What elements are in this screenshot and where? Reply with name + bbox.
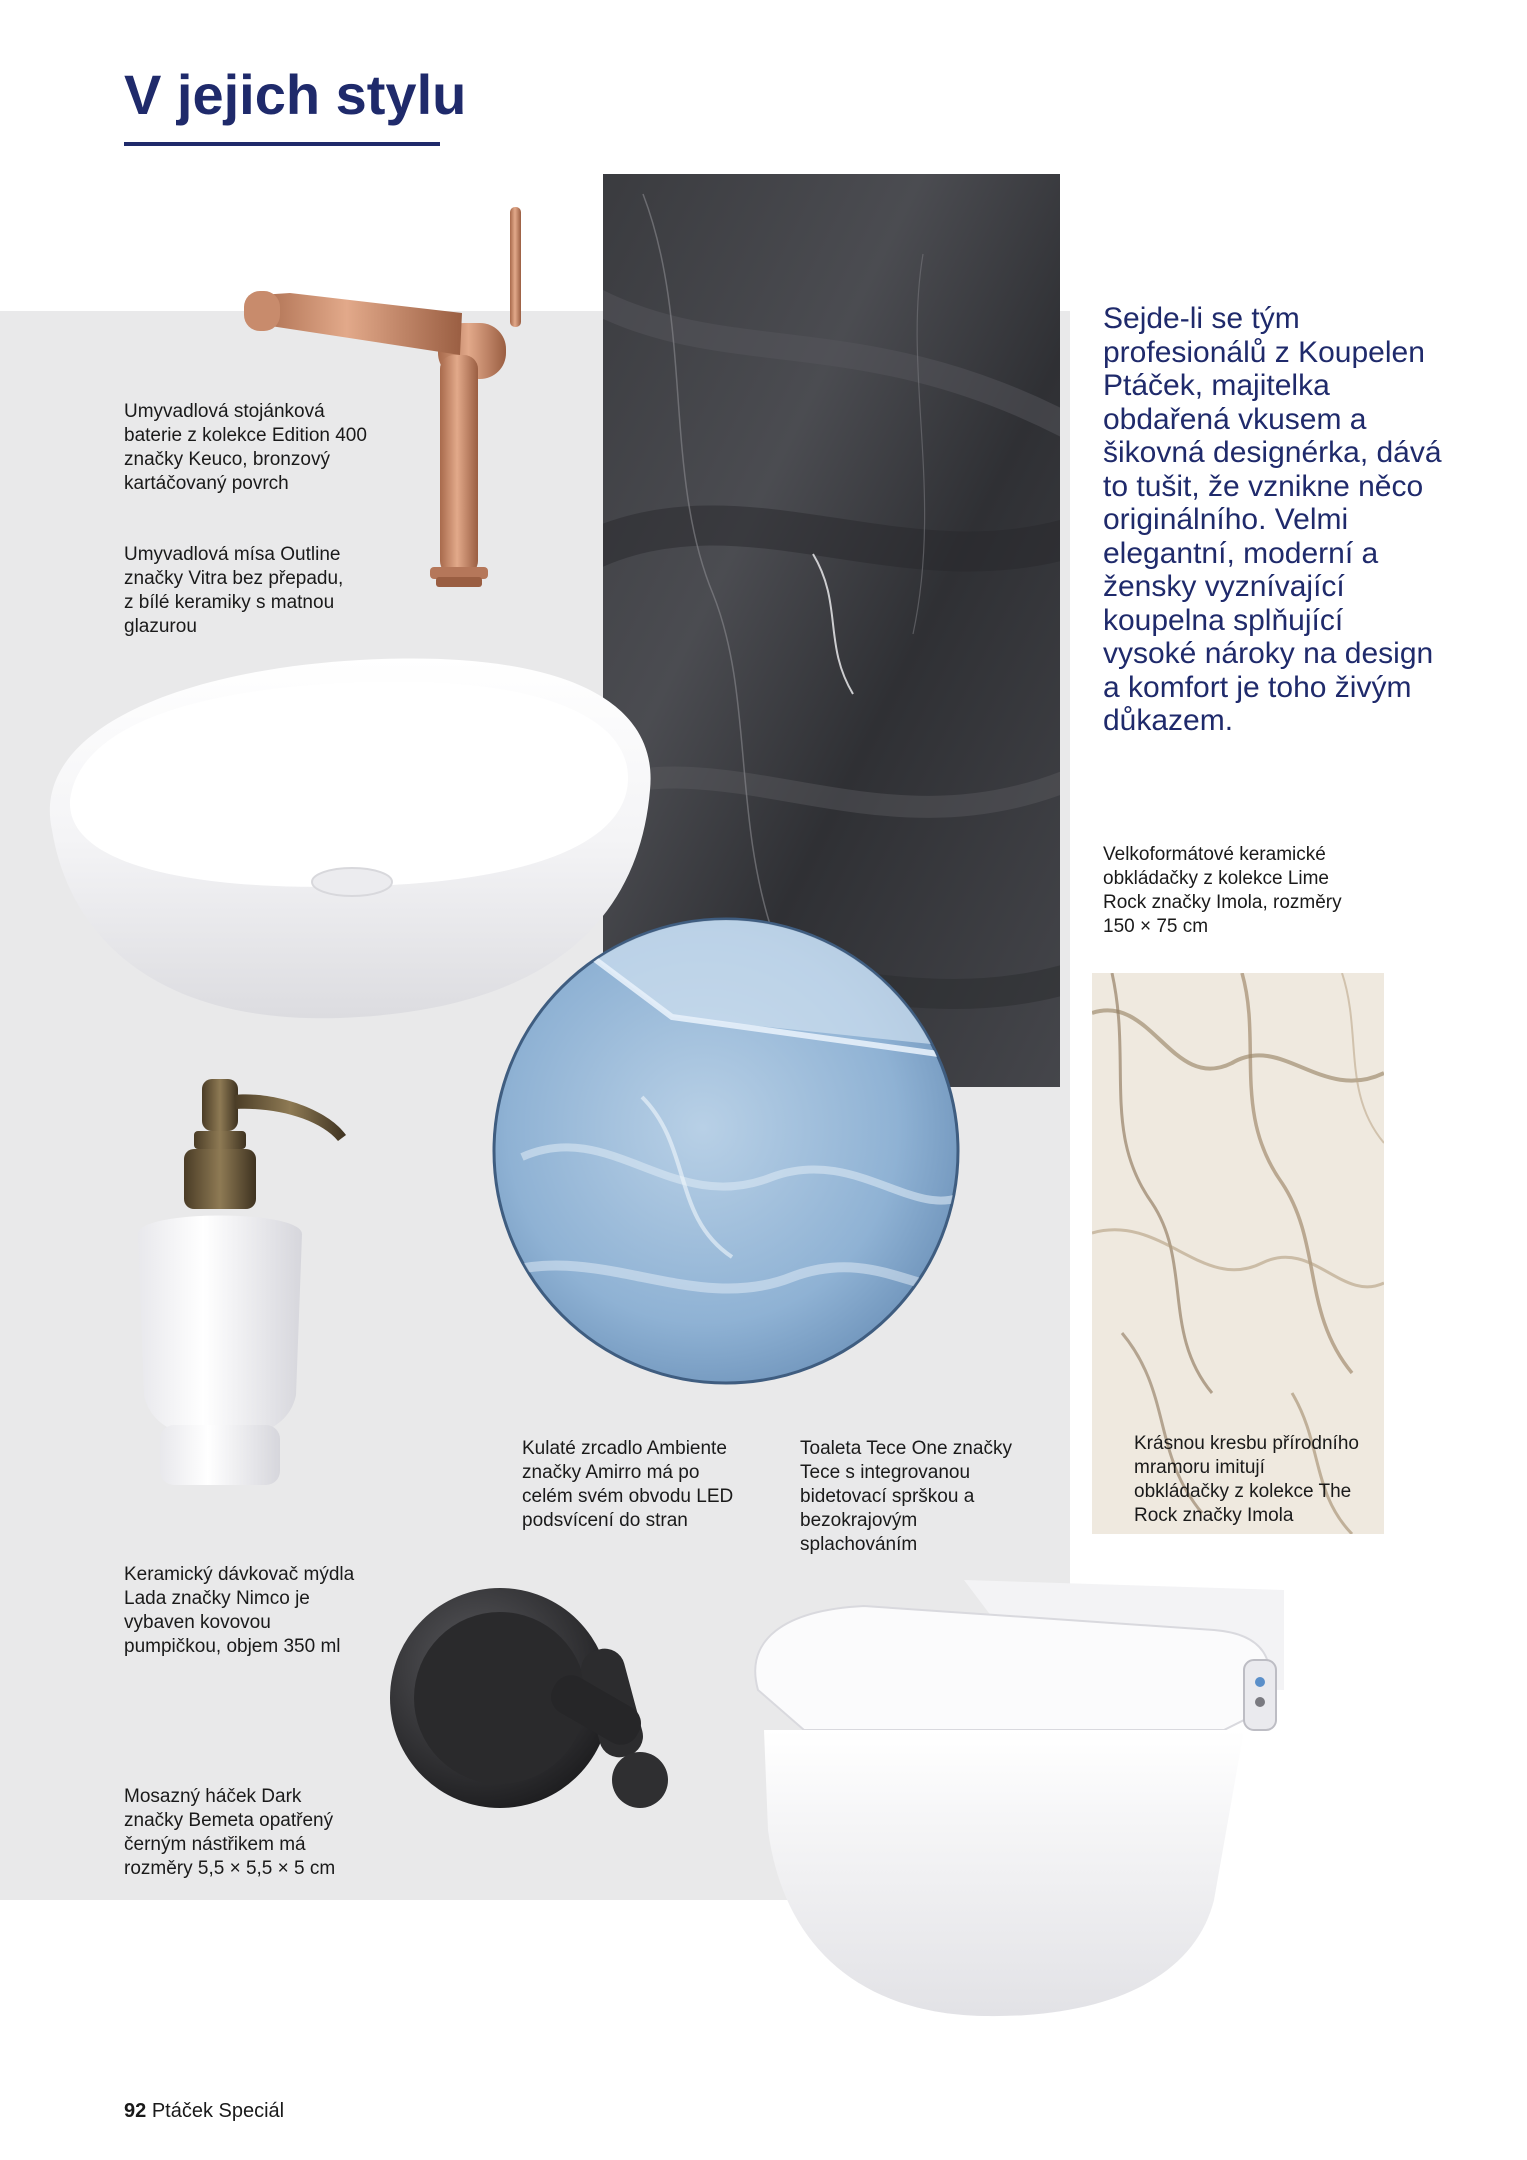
pull-quote: Sejde-li se tým profesionálů z Koupelen Ptáček, majitelka obdařená vkusem a šikovná designérka, dává to tušit, že vznikne něco originálního. Velmi elegantní, moderní a žensky vyznívající koupelna splňující vysoké nároky na design a komfort je toho živým důkazem.	[1103, 302, 1442, 737]
publication-name: Ptáček Speciál	[151, 2100, 285, 2122]
soap-dispenser-image	[130, 1075, 360, 1515]
mirror-caption: Kulaté zrcadlo Ambiente značky Amirro má po celém svém obvodu LED podsvícení do stran	[522, 1438, 734, 1531]
wall-hung-toilet-image	[744, 1570, 1290, 2020]
page-number: 92	[124, 2100, 147, 2122]
black-wall-hook-image	[380, 1580, 680, 1810]
toilet-caption: Toaleta Tece One značky Tece s integrovanou bidetovací sprškou a bezokrajovým splachováním	[800, 1438, 1012, 1555]
marble-tiles-caption: Krásnou kresbu přírodního mramoru imitují obkládačky z kolekce The Rock značky Imola	[1134, 1433, 1359, 1526]
page-title: V jejich stylu	[124, 63, 467, 126]
white-vessel-basin-image	[40, 650, 655, 1030]
page-footer	[124, 2100, 284, 2123]
dispenser-caption: Keramický dávkovač mýdla Lada značky Nimco je vybaven kovovou pumpičkou, objem 350 ml	[124, 1564, 355, 1657]
faucet-caption: Umyvadlová stojánková baterie z kolekce Edition 400 značky Keuco, bronzový kartáčovaný povrch	[124, 401, 367, 494]
basin-caption: Umyvadlová mísa Outline značky Vitra bez přepadu, z bílé keramiky s matnou glazurou	[124, 544, 344, 637]
dark-tiles-caption: Velkoformátové keramické obkládačky z kolekce Lime Rock značky Imola, rozměry 150 × 75 cm	[1103, 844, 1342, 937]
hook-caption: Mosazný háček Dark značky Bemeta opatřený černým nástřikem má rozměry 5,5 × 5,5 × 5 cm	[124, 1786, 336, 1879]
title-underline	[124, 142, 440, 146]
